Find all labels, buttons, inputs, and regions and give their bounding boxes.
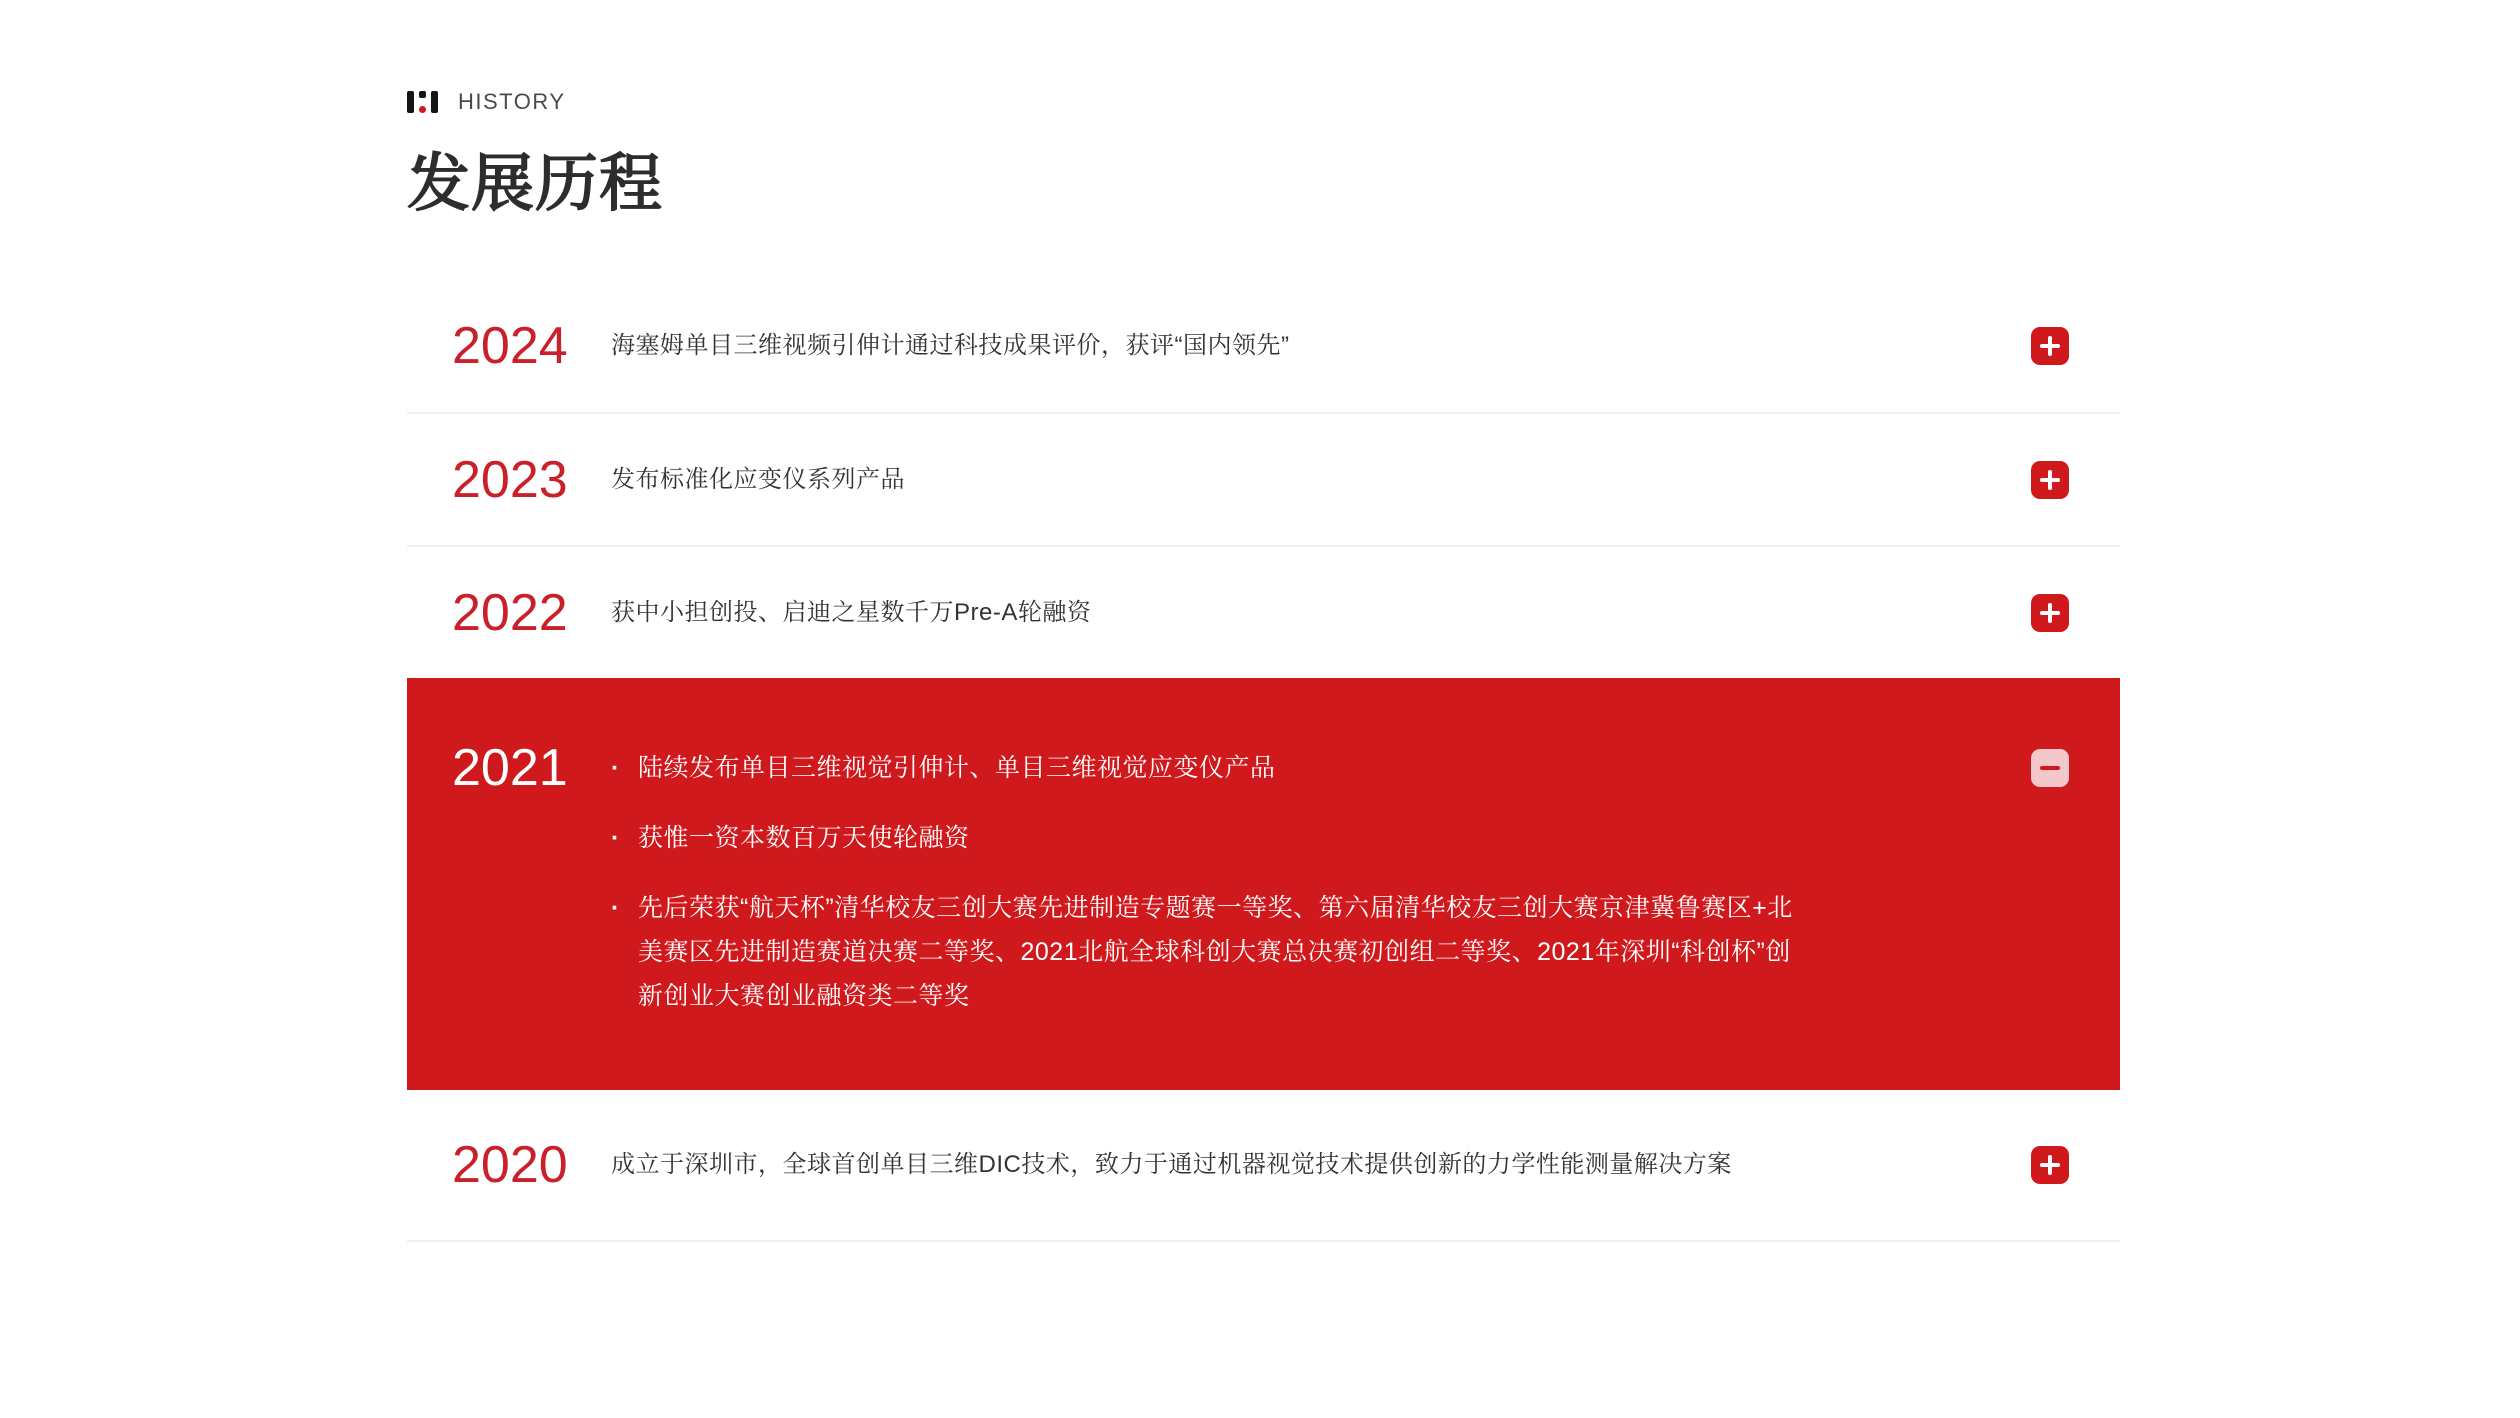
timeline-summary: 海塞姆单目三维视频引伸计通过科技成果评价，获评“国内领先”	[611, 331, 1290, 359]
timeline-summary: 获中小担创投、启迪之星数千万Pre-A轮融资	[611, 598, 1092, 626]
logo-bar-left	[407, 91, 414, 113]
timeline-details	[611, 746, 1811, 1018]
logo-dot-red	[419, 106, 426, 113]
timeline-year: 2024	[452, 316, 568, 375]
logo-mark-icon	[407, 91, 438, 113]
timeline-year: 2022	[452, 583, 568, 642]
expand-button[interactable]	[2031, 1146, 2069, 1184]
expand-button[interactable]	[2031, 327, 2069, 365]
timeline-row-2024[interactable]	[407, 279, 2120, 412]
logo-dots	[419, 91, 426, 113]
page-title: 发展历程	[407, 149, 663, 219]
logo-bar-right	[431, 91, 438, 113]
timeline-year: 2021	[452, 739, 568, 798]
history-section	[407, 0, 2120, 1242]
expand-button[interactable]	[2031, 594, 2069, 632]
timeline-year: 2023	[452, 450, 568, 509]
section-label-text: HISTORY	[458, 89, 566, 114]
timeline-row-2021-expanded[interactable]	[407, 678, 2120, 1090]
expand-button[interactable]	[2031, 461, 2069, 499]
timeline-row-2023[interactable]	[407, 412, 2120, 545]
timeline-row-2020[interactable]	[407, 1090, 2120, 1240]
timeline-row-2022[interactable]	[407, 545, 2120, 678]
timeline-summary: 成立于深圳市，全球首创单目三维DIC技术，致力于通过机器视觉技术提供创新的力学性能测量解决方案	[611, 1151, 1732, 1179]
timeline-summary: 发布标准化应变仪系列产品	[611, 465, 905, 493]
timeline-year: 2020	[452, 1136, 568, 1195]
collapse-button[interactable]	[2031, 749, 2069, 787]
timeline-detail-item: · 陆续发布单目三维视觉引伸计、单目三维视觉应变仪产品	[611, 746, 1811, 790]
timeline	[407, 279, 2120, 1242]
section-label	[407, 90, 2120, 114]
timeline-detail-item: · 获惟一资本数百万天使轮融资	[611, 816, 1811, 860]
timeline-detail-item: · 先后荣获“航天杯”清华校友三创大赛先进制造专题赛一等奖、第六届清华校友三创大赛京津冀鲁赛区+北美赛区先进制造赛道决赛二等奖、2021北航全球科创大赛总决赛初创组二等奖、2021年深圳“科创杯”创新创业大赛创业融资类二等奖	[611, 886, 1811, 1018]
logo-dot-black	[419, 91, 426, 98]
